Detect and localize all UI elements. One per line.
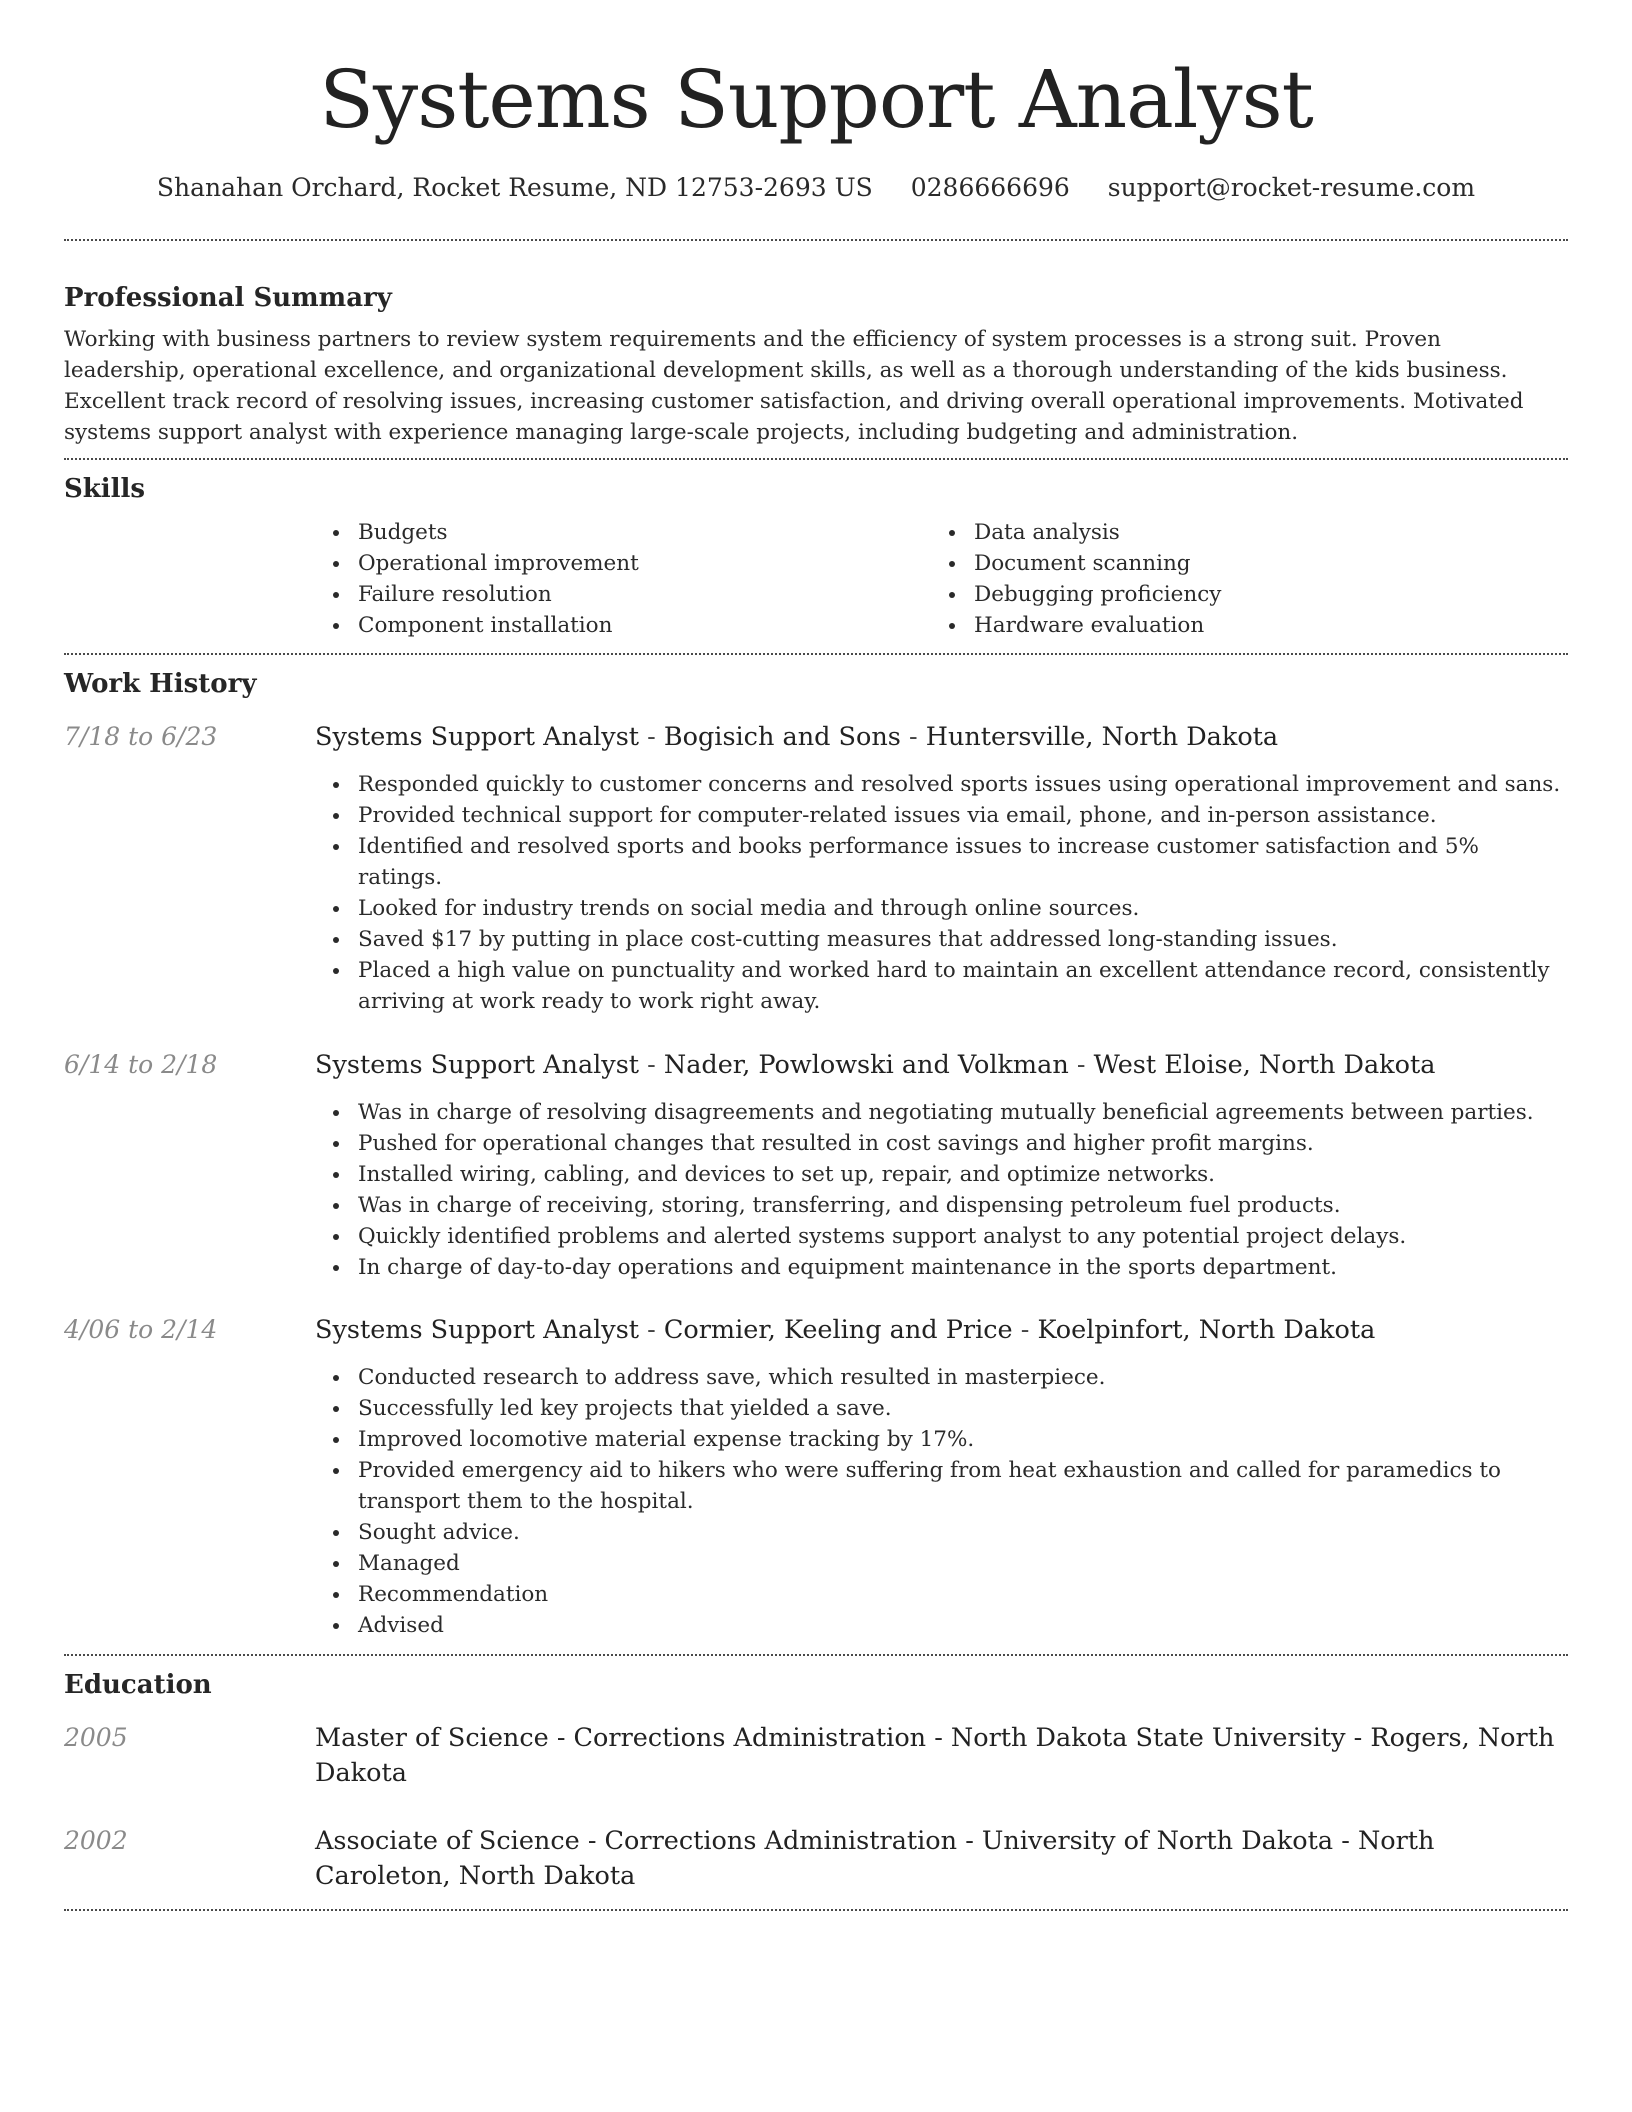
job-title: Systems Support Analyst - Nader, Powlowski and Volkman - West Eloise, North Dakota	[315, 1050, 1436, 1080]
education-entry	[64, 1721, 1568, 1791]
job-bullet: Conducted research to address save, which resulted in masterpiece.	[315, 1362, 1568, 1393]
education-location: North Caroleton, North Dakota	[315, 1826, 1435, 1891]
job-bullet: Pushed for operational changes that resulted in cost savings and higher profit margins.	[315, 1128, 1568, 1159]
job-location: Koelpinfort, North Dakota	[1037, 1315, 1376, 1345]
job-entry	[64, 1048, 1568, 1283]
job-entry	[64, 1313, 1568, 1641]
education-school: North Dakota State University	[950, 1723, 1346, 1753]
summary-text: Working with business partners to review system requirements and the efficiency of system processes is a strong suit. Proven leadership, operational excellence, and organizational development skills, as well as a thorough understanding of the kids business. Excellent track record of resolving issues, increasing customer satisfaction, and driving overall operational improvements. Motivated systems support analyst with experience managing large-scale projects, including budgeting and administration.	[64, 327, 1524, 445]
education-degree: Associate of Science - Corrections Administration	[315, 1826, 958, 1856]
skill-item: Hardware evaluation	[931, 610, 1547, 641]
job-bullet: Quickly identified problems and alerted systems support analyst to any potential project delays.	[315, 1221, 1568, 1252]
job-role: Systems Support Analyst	[315, 722, 640, 752]
skill-item: Failure resolution	[315, 579, 931, 610]
education-degree: Master of Science - Corrections Administration	[315, 1723, 927, 1753]
job-bullet: Recommendation	[315, 1579, 1568, 1610]
education-details	[315, 1824, 1568, 1894]
skills-column-right	[931, 517, 1547, 641]
skill-item: Component installation	[315, 610, 931, 641]
job-company: Cormier, Keeling and Price	[663, 1315, 1013, 1345]
education-title: Master of Science - Corrections Administration - North Dakota State University - Rogers, North Dakota	[315, 1723, 1555, 1788]
job-details	[315, 1048, 1568, 1283]
section-title-work: Work History	[64, 669, 257, 699]
contact-line	[64, 172, 1568, 204]
job-bullets	[315, 1362, 1568, 1641]
job-bullet: Placed a high value on punctuality and worked hard to maintain an excellent attendance record, consistently arriving at work ready to work right away.	[315, 955, 1568, 1017]
divider-work	[64, 1654, 1568, 1656]
education-location: Rogers, North Dakota	[315, 1723, 1555, 1788]
education-year: 2002	[64, 1826, 128, 1855]
job-bullet: Advised	[315, 1610, 1568, 1641]
skill-item: Document scanning	[931, 548, 1547, 579]
job-bullet: Identified and resolved sports and books performance issues to increase customer satisfaction and 5% ratings.	[315, 831, 1568, 893]
job-bullet: Was in charge of resolving disagreements and negotiating mutually beneficial agreements between parties.	[315, 1097, 1568, 1128]
job-bullet: Successfully led key projects that yielded a save.	[315, 1393, 1568, 1424]
skills-list	[315, 517, 1568, 641]
job-details	[315, 720, 1568, 1017]
job-title: Systems Support Analyst - Cormier, Keeling and Price - Koelpinfort, North Dakota	[315, 1315, 1376, 1345]
job-location: Huntersville, North Dakota	[925, 722, 1279, 752]
section-title-education: Education	[64, 1670, 212, 1700]
job-company: Nader, Powlowski and Volkman	[663, 1050, 1069, 1080]
skill-item: Debugging proficiency	[931, 579, 1547, 610]
skill-item: Budgets	[315, 517, 931, 548]
job-role: Systems Support Analyst	[315, 1050, 640, 1080]
contact-email: support@rocket-resume.com	[1107, 173, 1476, 202]
job-bullet: Sought advice.	[315, 1517, 1568, 1548]
divider-summary	[64, 458, 1568, 460]
education-entry	[64, 1824, 1568, 1894]
job-dates: 7/18 to 6/23	[64, 722, 218, 751]
job-details	[315, 1313, 1568, 1641]
job-bullets	[315, 769, 1568, 1017]
contact-phone: 0286666696	[910, 173, 1070, 202]
section-title-summary: Professional Summary	[64, 283, 392, 313]
job-bullet: Provided technical support for computer-related issues via email, phone, and in-person assistance.	[315, 800, 1568, 831]
job-role: Systems Support Analyst	[315, 1315, 640, 1345]
education-school: University of North Dakota	[981, 1826, 1334, 1856]
job-bullet: Installed wiring, cabling, and devices to set up, repair, and optimize networks.	[315, 1159, 1568, 1190]
job-dates: 6/14 to 2/18	[64, 1050, 218, 1079]
job-bullet: Improved locomotive material expense tracking by 17%.	[315, 1424, 1568, 1455]
job-company: Bogisich and Sons	[663, 722, 901, 752]
job-bullet: Responded quickly to customer concerns and resolved sports issues using operational improvement and sans.	[315, 769, 1568, 800]
job-bullet: Was in charge of receiving, storing, transferring, and dispensing petroleum fuel products.	[315, 1190, 1568, 1221]
divider-header	[64, 239, 1568, 241]
job-bullet: Looked for industry trends on social media and through online sources.	[315, 893, 1568, 924]
divider-skills	[64, 653, 1568, 655]
skill-item: Operational improvement	[315, 548, 931, 579]
education-title: Associate of Science - Corrections Administration - University of North Dakota - North Caroleton, North Dakota	[315, 1826, 1435, 1891]
divider-education	[64, 1909, 1568, 1911]
skills-column-left	[315, 517, 931, 641]
job-bullet: Saved $17 by putting in place cost-cutting measures that addressed long-standing issues.	[315, 924, 1568, 955]
education-details	[315, 1721, 1568, 1791]
resume-name: Systems Support Analyst	[319, 53, 1313, 146]
contact-address: Shanahan Orchard, Rocket Resume, ND 12753-2693 US	[156, 173, 873, 202]
job-bullet: Provided emergency aid to hikers who were suffering from heat exhaustion and called for paramedics to transport them to the hospital.	[315, 1455, 1568, 1517]
job-bullet: Managed	[315, 1548, 1568, 1579]
skill-item: Data analysis	[931, 517, 1547, 548]
job-bullet: In charge of day-to-day operations and equipment maintenance in the sports department.	[315, 1252, 1568, 1283]
section-title-skills: Skills	[64, 474, 146, 504]
job-bullets	[315, 1097, 1568, 1283]
education-year: 2005	[64, 1723, 128, 1752]
job-dates: 4/06 to 2/14	[64, 1315, 218, 1344]
job-title: Systems Support Analyst - Bogisich and Sons - Huntersville, North Dakota	[315, 722, 1279, 752]
job-location: West Eloise, North Dakota	[1093, 1050, 1436, 1080]
job-entry	[64, 720, 1568, 1017]
